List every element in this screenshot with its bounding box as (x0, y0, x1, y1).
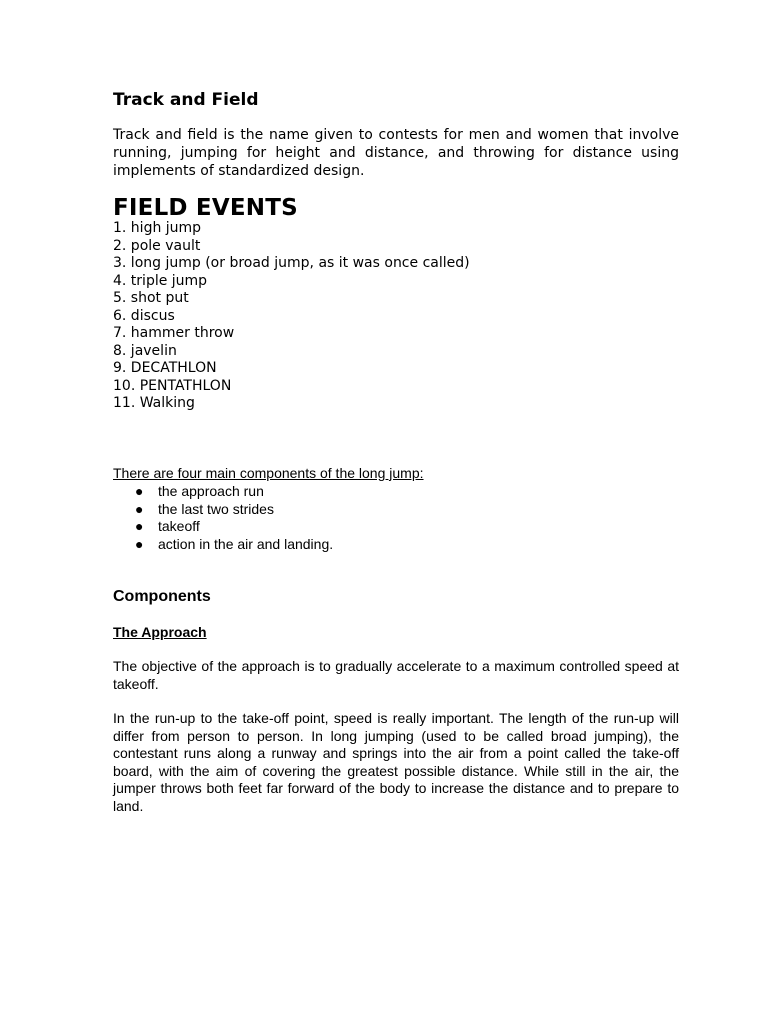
component-label: the last two strides (158, 500, 274, 517)
field-events-list (113, 220, 679, 413)
field-event-item: 10. PENTATHLON (113, 377, 232, 394)
field-event-item: 3. long jump (or broad jump, as it was once called) (113, 255, 470, 271)
intro-paragraph: Track and field is the name given to contests for men and women that involve running, jumping for height and distance, and throwing for distance using implements of standardized design. (113, 127, 679, 179)
approach-heading: The Approach (113, 624, 207, 640)
component-label: the approach run (158, 483, 264, 499)
component-label: action in the air and landing. (158, 535, 334, 552)
field-event-item: 8. javelin (113, 342, 177, 359)
bullet-icon: ● (135, 483, 144, 499)
field-event-item: 2. pole vault (113, 237, 201, 254)
field-events-heading: FIELD EVENTS (113, 195, 298, 221)
field-event-item: 6. discus (113, 307, 175, 324)
field-event-item: 4. triple jump (113, 272, 208, 289)
component-list-item (113, 483, 679, 501)
field-event-item: 9. DECATHLON (113, 360, 217, 376)
component-list-item (113, 501, 679, 519)
bullet-icon: ● (135, 518, 144, 534)
component-list-item (113, 518, 679, 536)
field-event-item: 1. high jump (113, 220, 202, 236)
approach-paragraph: In the run-up to the take-off point, speed is really important. The length of the run-up will differ from person to person. In long jumping (used to be called broad jumping), the contestant runs along a runway and springs into the air from a point called the take-off board, with the aim of covering the greatest possible distance. While still in the air, the jumper throws both feet far forward of the body to increase the distance and to prepare to land. (113, 710, 679, 814)
component-label: takeoff (158, 518, 200, 534)
long-jump-components-intro: There are four main components of the long jump: (113, 464, 424, 481)
document-body (113, 88, 679, 815)
long-jump-components-list (113, 483, 679, 553)
bullet-icon: ● (135, 535, 144, 552)
components-heading: Components (113, 588, 211, 605)
field-event-item: 11. Walking (113, 395, 195, 411)
document-title: Track and Field (113, 90, 259, 110)
bullet-icon: ● (135, 500, 144, 517)
component-list-item (113, 536, 679, 554)
approach-paragraph: The objective of the approach is to gradually accelerate to a maximum controlled speed at takeoff. (113, 658, 679, 692)
field-event-item: 5. shot put (113, 290, 189, 306)
field-event-item: 7. hammer throw (113, 325, 235, 341)
